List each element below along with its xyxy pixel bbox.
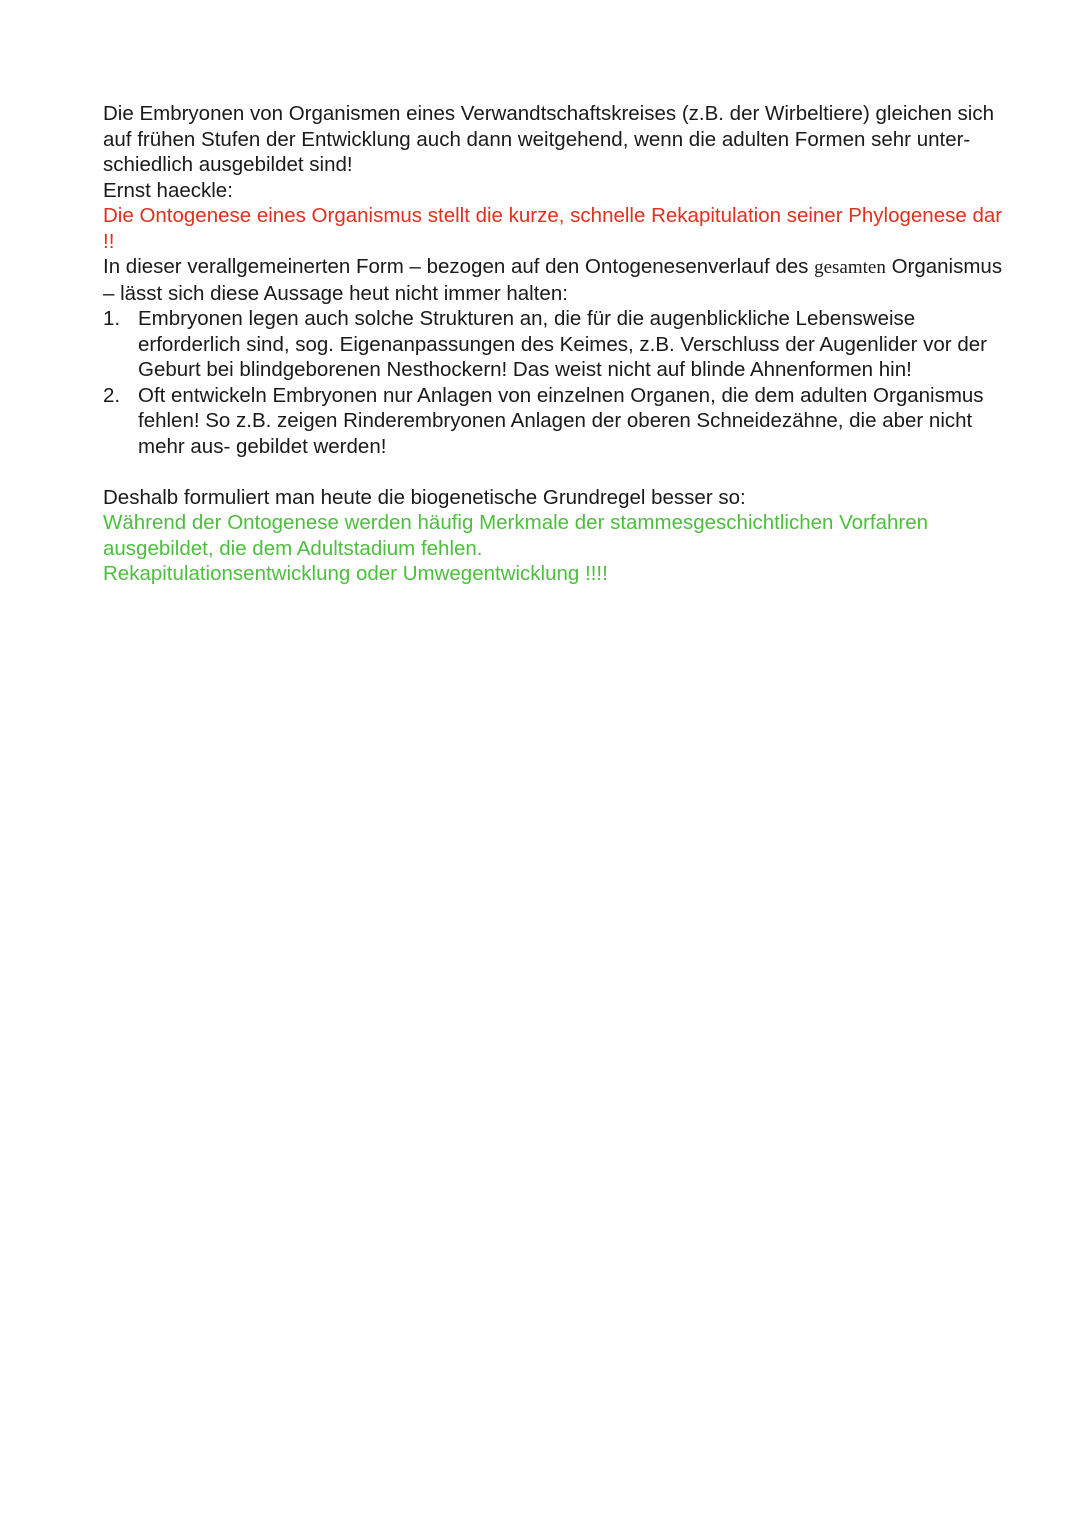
limitation-text-start: In dieser verallgemeinerten Form – bezogen auf den Ontogenesenverlauf des <box>103 255 815 278</box>
list-text: Embryonen legen auch solche Strukturen an, die für die augenblickliche Lebensweise erforderlich sind, sog. Eigenanpassungen des Keimes, z.B. Verschluss der Augenlider vor der Geburt bei blindgeborenen Nesthockern! Das weist nicht auf blinde Ahnenformen hin! <box>138 307 987 381</box>
list-item <box>103 306 1003 383</box>
list-number: 1. <box>103 307 121 330</box>
paragraph-spacer <box>103 459 1003 485</box>
limitation-text-serif: gesamten <box>814 257 886 278</box>
conclusion-paragraph: Deshalb formuliert man heute die biogenetische Grundregel besser so: <box>103 485 746 509</box>
intro-paragraph: Die Embryonen von Organismen eines Verwandtschaftskreises (z.B. der Wirbeltiere) gleichen sich auf frühen Stufen der Entwicklung auch dann weitgehend, wenn die adulten Formen sehr unter- schiedlich ausgebildet sind! <box>103 102 994 176</box>
document-body <box>103 101 1003 587</box>
biogenetic-rule: Während der Ontogenese werden häufig Merkmale der stammesgeschichtlichen Vorfahren ausgebildet, die dem Adultstadium fehlen. <box>103 511 928 560</box>
limitation-paragraph <box>103 254 1003 306</box>
objection-list <box>103 306 1003 459</box>
limitation-text-end: Organismus – lässt sich diese Aussage heut nicht immer halten: <box>103 255 1003 305</box>
list-text: Oft entwickeln Embryonen nur Anlagen von einzelnen Organen, die dem adulten Organismus fehlen! So z.B. zeigen Rinderembryonen Anlagen der oberen Schneidezähne, die aber nicht mehr aus- gebildet werden! <box>138 383 984 458</box>
list-item <box>103 383 1003 460</box>
haeckel-quote: Die Ontogenese eines Organismus stellt die kurze, schnelle Rekapitulation seiner Phylogenese dar !! <box>103 204 1003 253</box>
author-line: Ernst haeckle: <box>103 178 233 202</box>
closing-line: Rekapitulationsentwicklung oder Umwegentwicklung !!!! <box>103 562 608 585</box>
list-number: 2. <box>103 383 121 407</box>
